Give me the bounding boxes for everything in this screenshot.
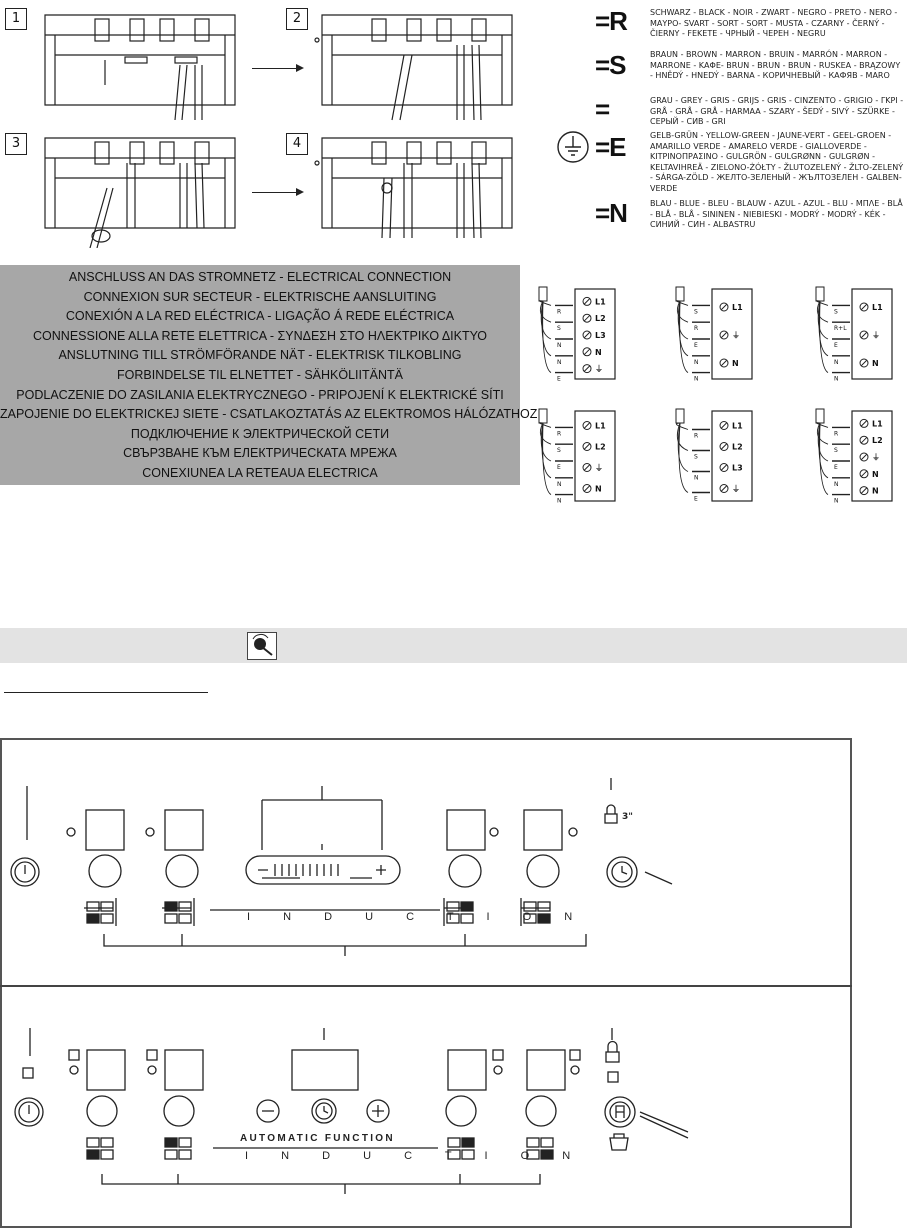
wire-label: N (557, 480, 562, 488)
automatic-function-label: AUTOMATIC FUNCTION (240, 1133, 395, 1144)
terminal-label: L1 (732, 303, 743, 312)
wire-label: E (557, 375, 561, 383)
connection-title: CONNESSIONE ALLA RETE ELETTRICA - ΣΥΝΔΕΣΗ ΣΤΟ ΗΛΕΚΤΡΙΚΟ ΔΙΚΤΥΟ (33, 328, 487, 343)
wire (679, 423, 688, 493)
induction-label-bottom: I N D U C T I O N (245, 1150, 586, 1162)
panel-divider (0, 985, 852, 987)
legend-symbol-s: =S (595, 50, 626, 80)
wire-label: N (834, 358, 839, 366)
connection-title: ZAPOJENIE DO ELEKTRICKEJ SIETE - CSATLAKOZTATÁS AZ ELEKTROMOS HÁLÓZATHOZ (0, 407, 538, 422)
legend-symbol-r: =R (595, 6, 627, 36)
wire-label: E (834, 342, 838, 349)
legend-symbol-gray: = (595, 94, 610, 124)
legend-text-gray: GRAU - GREY - GRIS - GRIJS - GRIS - CINZENTO - GRIGIO - ΓΚΡΙ - GRÅ - GRÅ - GRÅ - HARMAA - SZARY - ŠEDÝ - SIVÝ - SZÜRKE - СЕРЫЙ - СИВ - GRI (650, 96, 904, 126)
wire-label: N (834, 497, 839, 505)
connection-title: CONEXIUNEA LA RETEAUA ELECTRICA (142, 465, 378, 480)
wiring-diagram (662, 405, 762, 505)
terminal-label: ⏚ (872, 331, 880, 340)
terminal-label: N (595, 347, 602, 357)
control-panel-top (0, 738, 852, 984)
terminal-label: N (872, 486, 879, 496)
wire-label: N (694, 474, 699, 482)
heading-underline (4, 692, 208, 693)
cable-sheath (676, 287, 684, 301)
wire-label: R (694, 432, 699, 440)
arrow-icon (252, 192, 302, 193)
arrow-icon (252, 68, 302, 69)
wire-label: S (694, 453, 698, 461)
wire-label: E (694, 495, 698, 503)
connection-title: FORBINDELSE TIL ELNETTET - SÄHKÖLIITÄNTÄ (117, 367, 403, 382)
legend-text-s: BRAUN - BROWN - MARRON - BRUIN - MARRÓN - MARRON - MARRONE - ΚΑΦΕ- BRUN - BRUN - BRUN - RUSKEA - BRĄZOWY - HNĚDÝ - HNEDÝ - BARNA - КОРИЧНЕВЫЙ - КАФЯВ - MARO (650, 50, 901, 80)
terminal-label: N (595, 484, 602, 494)
touch-control-icon (247, 632, 277, 660)
step-number: 1 (5, 8, 27, 30)
cable-sheath (539, 287, 547, 301)
wiring-diagram (662, 283, 762, 383)
step-number: 3 (5, 133, 27, 155)
wire-label: R (834, 430, 839, 438)
terminal-label: N (872, 469, 879, 479)
wiring-diagram (802, 405, 902, 505)
induction-label-top: I N D U C T I O N (247, 911, 588, 923)
wire-label: S (694, 308, 698, 316)
wire-label: N (834, 375, 839, 383)
terminal-label: L1 (872, 419, 883, 429)
wire-label: N (694, 375, 699, 383)
connection-title: ANSLUTNING TILL STRÖMFÖRANDE NÄT - ELEKTRISK TILKOBLING (58, 348, 462, 363)
wire-label: S (557, 325, 561, 333)
terminal-label: ⏚ (595, 463, 603, 473)
legend-symbol-e: =E (595, 132, 626, 162)
terminal-label: L1 (732, 421, 743, 431)
wiring-diagram (525, 283, 625, 383)
wire-label: S (557, 447, 561, 455)
cable-sheath (676, 409, 684, 423)
terminal-label: L1 (595, 421, 606, 431)
terminal-label: N (732, 359, 739, 368)
terminal-label: L1 (872, 303, 883, 312)
wire-label: N (557, 497, 562, 505)
legend-text-n: BLAU - BLUE - BLEU - BLAUW - AZUL - AZUL - BLU - ΜΠΛΕ - BLÅ - BLÅ - BLÅ - SININEN - NIEBIESKI - MODRÝ - MODRÝ - KÉK - СИНИЙ - СИН - ALBASTRU (650, 199, 903, 229)
terminal-label: L2 (595, 314, 606, 324)
legend-text-r: SCHWARZ - BLACK - NOIR - ZWART - NEGRO - PRETO - NERO - ΜΑΥΡΟ- SVART - SORT - SORT - MUSTA - CZARNY - ČERNÝ - ČIERNY - FEKETE - ЧРНЫЙ - ЧЕРЕН - NEGRU (650, 8, 898, 38)
wire-label: R (557, 308, 562, 316)
cable-sheath (816, 287, 824, 301)
terminal-label: N (872, 359, 879, 368)
wire-label: R (694, 325, 699, 333)
cable-sheath (539, 409, 547, 423)
terminal-label: L2 (595, 442, 606, 452)
electrical-connection-box (0, 265, 538, 485)
connection-title: CONNEXION SUR SECTEUR - ELEKTRISCHE AANSLUITING (83, 289, 437, 304)
terminal-label: L3 (732, 463, 743, 473)
terminal-label: L1 (595, 297, 606, 307)
wire-label: N (834, 480, 839, 488)
connection-title: ANSCHLUSS AN DAS STROMNETZ - ELECTRICAL CONNECTION (68, 270, 452, 284)
wiring-diagram (802, 283, 902, 383)
step-2-diagram (312, 5, 522, 125)
wiring-diagram (525, 405, 625, 505)
step-3-diagram (35, 128, 245, 248)
wire-label: S (834, 447, 838, 455)
cable-sheath (816, 409, 824, 423)
lock-time-label: 3" (622, 812, 633, 822)
step-number: 4 (286, 133, 308, 155)
terminal-label: L2 (732, 442, 743, 452)
wire-label: R (557, 430, 562, 438)
wire-label: E (557, 464, 561, 471)
terminal-label: L3 (595, 331, 606, 340)
terminal-label: L2 (872, 436, 883, 446)
control-panel-bottom (0, 988, 852, 1228)
legend-text-e: GELB-GRÜN - YELLOW-GREEN - JAUNE-VERT - GEEL-GROEN - AMARILLO VERDE - AMARELO VERDE - GIALLOVERDE - ΚΙΤΡΙΝΟΠΡΑΣΙΝΟ - GULGRÖN - GULGRØNN - GULGRØN - KELTAVIHREÄ - ZIELONO-ŻÓŁTY - ŽLUTOZELENÝ - ŽLTO-ZELENÝ - SÁRGA-ZÖLD - ЖЕЛТО-ЗЕЛЕНЫЙ - ЖЪЛТОЗЕЛЕН - GALBEN-VERDE (650, 131, 904, 193)
terminal-label: ⏚ (595, 364, 603, 374)
wire-label: N (557, 358, 562, 366)
wire-label: E (834, 464, 838, 471)
legend-symbol-n: =N (595, 198, 627, 228)
step-1-diagram (35, 5, 245, 125)
wire-label: N (694, 358, 699, 366)
wire-label: S (834, 308, 838, 316)
terminal-label: ⏚ (732, 331, 740, 340)
connection-title: СВЪРЗВАНЕ КЪМ ЕЛЕКТРИЧЕСКАТА МРЕЖА (123, 446, 397, 461)
terminal-label: ⏚ (732, 484, 740, 494)
connection-title: CONEXIÓN A LA RED ELÉCTRICA - LIGAÇÃO Á REDE ELÉCTRICA (65, 309, 455, 324)
step-4-diagram (312, 128, 522, 248)
wire-label: E (694, 342, 698, 349)
earth-ground-icon (556, 130, 590, 164)
connection-title: ПОДКЛЮЧЕНИЕ К ЭЛЕКТРИЧЕСКОЙ СЕТИ (130, 426, 390, 441)
wire-label: N (557, 342, 562, 349)
step-number: 2 (286, 8, 308, 30)
wire-label: R+L (834, 325, 847, 333)
section-band (0, 628, 907, 663)
terminal-label: ⏚ (872, 453, 880, 462)
connection-title: PODLACZENIE DO ZASILANIA ELEKTRYCZNEGO - PRIPOJENÍ K ELEKTRICKÉ SÍTI (16, 387, 504, 402)
